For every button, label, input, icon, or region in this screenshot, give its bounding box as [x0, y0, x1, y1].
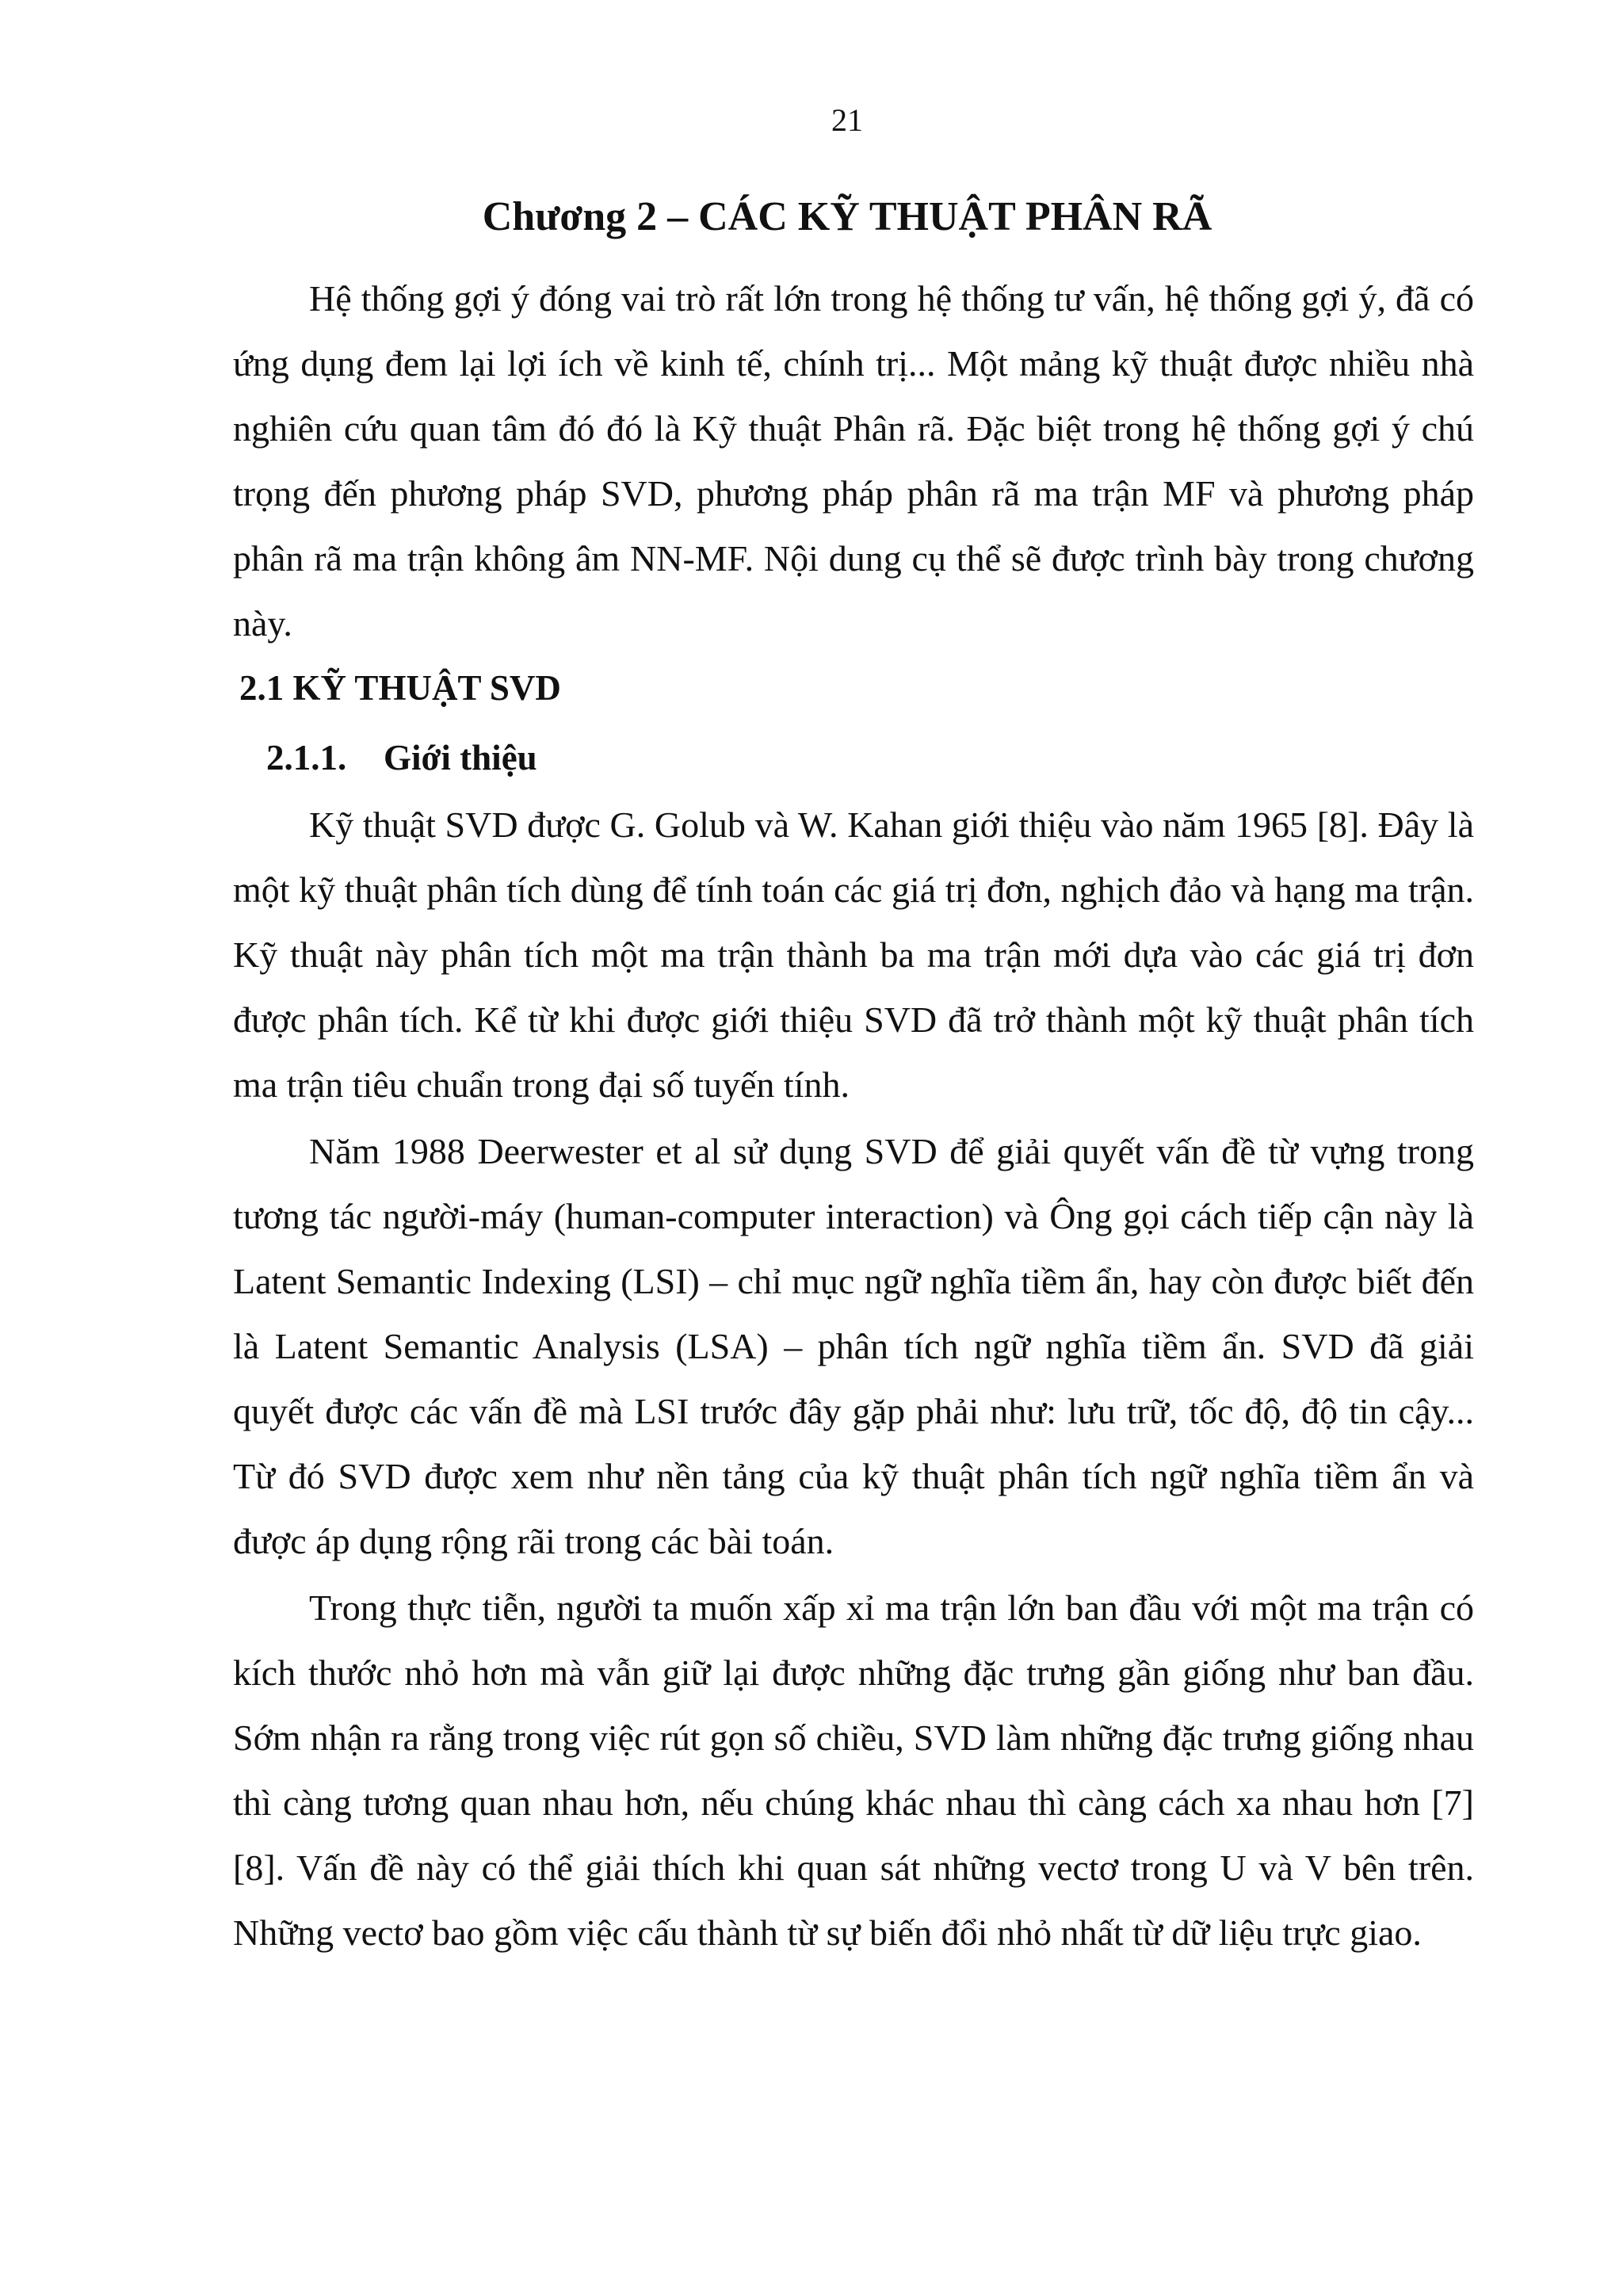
page-number: 21 [831, 102, 863, 138]
paragraph-svd-intro: Kỹ thuật SVD được G. Golub và W. Kahan giới thiệu vào năm 1965 [8]. Đây là một kỹ thuật phân tích dùng để tính toán các giá trị đơn, nghịch đảo và hạng ma trận. Kỹ thuật này phân tích một ma trận thành ba ma trận mới dựa vào các giá trị đơn được phân tích. Kể từ khi được giới thiệu SVD đã trở thành một kỹ thuật phân tích ma trận tiêu chuẩn trong đại số tuyến tính. [233, 804, 1474, 1105]
subsection-heading [266, 732, 537, 783]
section-body-1 [233, 793, 1474, 1117]
paragraph-approximation: Trong thực tiễn, người ta muốn xấp xỉ ma trận lớn ban đầu với một ma trận có kích thước nhỏ hơn mà vẫn giữ lại được những đặc trưng gần giống như ban đầu. Sớm nhận ra rằng trong việc rút gọn số chiều, SVD làm những đặc trưng giống nhau thì càng tương quan nhau hơn, nếu chúng khác nhau thì càng cách xa nhau hơn [7][8]. Vấn đề này có thể giải thích khi quan sát những vectơ trong U và V bên trên. Những vectơ bao gồm việc cấu thành từ sự biến đổi nhỏ nhất từ dữ liệu trực giao. [233, 1587, 1474, 1953]
chapter-title: Chương 2 – CÁC KỸ THUẬT PHÂN RÃ [482, 194, 1212, 239]
subsection-title: Giới thiệu [384, 738, 537, 777]
section-heading: 2.1 KỸ THUẬT SVD [239, 668, 561, 708]
subsection-number: 2.1.1. [266, 738, 347, 777]
paragraph-lsi: Năm 1988 Deerwester et al sử dụng SVD để giải quyết vấn đề từ vựng trong tương tác người-máy (human-computer interaction) và Ông gọi cách tiếp cận này là Latent Semantic Indexing (LSI) – chỉ mục ngữ nghĩa tiềm ẩn, hay còn được biết đến là Latent Semantic Analysis (LSA) – phân tích ngữ nghĩa tiềm ẩn. SVD đã giải quyết được các vấn đề mà LSI trước đây gặp phải như: lưu trữ, tốc độ, độ tin cậy... Từ đó SVD được xem như nền tảng của kỹ thuật phân tích ngữ nghĩa tiềm ẩn và được áp dụng rộng rãi trong các bài toán. [233, 1131, 1474, 1561]
section-body-2 [233, 1119, 1474, 1574]
intro-paragraph: Hệ thống gợi ý đóng vai trò rất lớn trong hệ thống tư vấn, hệ thống gợi ý, đã có ứng dụng đem lại lợi ích về kinh tế, chính trị... Một mảng kỹ thuật được nhiều nhà nghiên cứu quan tâm đó đó là Kỹ thuật Phân rã. Đặc biệt trong hệ thống gợi ý chú trọng đến phương pháp SVD, phương pháp phân rã ma trận MF và phương pháp phân rã ma trận không âm NN-MF. Nội dung cụ thể sẽ được trình bày trong chương này. [233, 278, 1474, 644]
section-body-3 [233, 1576, 1474, 1966]
intro-block [233, 266, 1474, 656]
